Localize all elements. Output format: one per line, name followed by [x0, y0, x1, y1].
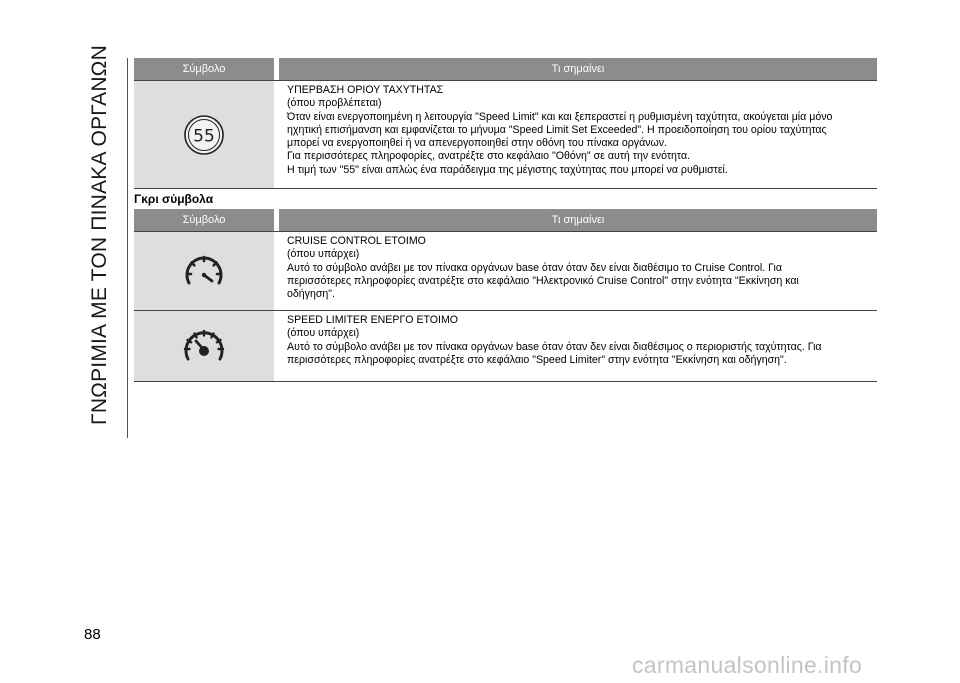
meaning-line: SPEED LIMITER ΕΝΕΡΓΟ ΕΤΟΙΜΟ: [287, 314, 459, 326]
symbol-cell: [134, 81, 274, 188]
header-meaning: Τι σημαίνει: [279, 209, 877, 231]
speed-limit-value: 55: [193, 126, 215, 146]
grey-symbols-table: [134, 209, 877, 382]
watermark: carmanualsonline.info: [632, 652, 863, 678]
meaning-line: ηχητική επισήμανση και εμφανίζεται το μήνυμα "Speed Limit Set Exceeded". Η προειδοποίηση του ορίου ταχύτητας: [287, 123, 827, 136]
symbol-cell: [134, 232, 274, 310]
table-row: [134, 231, 877, 311]
table-header: [134, 209, 877, 231]
grey-symbols-heading: Γκρι σύμβολα: [134, 192, 214, 206]
meaning-line: περισσότερες πληροφορίες ανατρέξτε στο κεφάλαιο "Ηλεκτρονικό Cruise Control" στην ενότητα "Εκκίνηση και: [287, 274, 799, 287]
section-title-text: ΓΝΩΡΙΜΙΑ ΜΕ ΤΟΝ ΠΙΝΑΚΑ ΟΡΓΑΝΩΝ: [88, 45, 111, 425]
meaning-line: Αυτό το σύμβολο ανάβει με τον πίνακα οργάνων base όταν όταν δεν είναι διαθέσιμο το Cruise Control. Για: [287, 261, 782, 274]
page-number: 88: [84, 626, 101, 643]
table-row: [134, 80, 877, 189]
meaning-line: Για περισσότερες πληροφορίες, ανατρέξτε στο κεφάλαιο "Οθόνη" σε αυτή την ενότητα.: [287, 150, 691, 163]
speed-limit-55-icon: [182, 113, 226, 157]
header-meaning: Τι σημαίνει: [279, 58, 877, 80]
speed-limiter-icon: [180, 326, 228, 366]
header-symbol: Σύμβολο: [134, 209, 274, 231]
header-symbol: Σύμβολο: [134, 58, 274, 80]
meaning-cell: [279, 311, 877, 381]
table-row: [134, 311, 877, 382]
meaning-cell: [279, 232, 877, 310]
meaning-line: CRUISE CONTROL ΕΤΟΙΜΟ: [287, 235, 426, 247]
meaning-line: Η τιμή των "55" είναι απλώς ένα παράδειγμα της μέγιστης ταχύτητας που μπορεί να ρυθμιστεί.: [287, 163, 728, 176]
meaning-line: περισσότερες πληροφορίες ανατρέξτε στο κεφάλαιο "Speed Limiter" στην ενότητα "Εκκίνηση και οδήγηση".: [287, 353, 787, 366]
meaning-line: (όπου προβλέπεται): [287, 97, 382, 110]
vertical-section-title: [74, 30, 126, 440]
meaning-line: (όπου υπάρχει): [287, 248, 360, 261]
warning-symbols-table: [134, 58, 877, 189]
side-divider: [127, 58, 128, 438]
meaning-cell: [279, 81, 877, 188]
meaning-line: Όταν είναι ενεργοποιημένη η λειτουργία "Speed Limit" και και ξεπεραστεί η ρυθμισμένη ταχύτητα, ακούγεται μία μόνο: [287, 110, 833, 123]
meaning-line: οδήγηση".: [287, 288, 336, 301]
cruise-control-icon: [181, 251, 227, 291]
meaning-line: μπορεί να ενεργοποιηθεί ή να απενεργοποιηθεί στην οθόνη του πίνακα οργάνων.: [287, 137, 668, 150]
meaning-line: (όπου υπάρχει): [287, 327, 360, 340]
symbol-cell: [134, 311, 274, 381]
meaning-line: ΥΠΕΡΒΑΣΗ ΟΡΙΟΥ ΤΑΧΥΤΗΤΑΣ: [287, 84, 444, 96]
meaning-line: Αυτό το σύμβολο ανάβει με τον πίνακα οργάνων base όταν όταν δεν είναι διαθέσιμος ο περιοριστής ταχύτητας. Για: [287, 340, 822, 353]
table-header: [134, 58, 877, 80]
